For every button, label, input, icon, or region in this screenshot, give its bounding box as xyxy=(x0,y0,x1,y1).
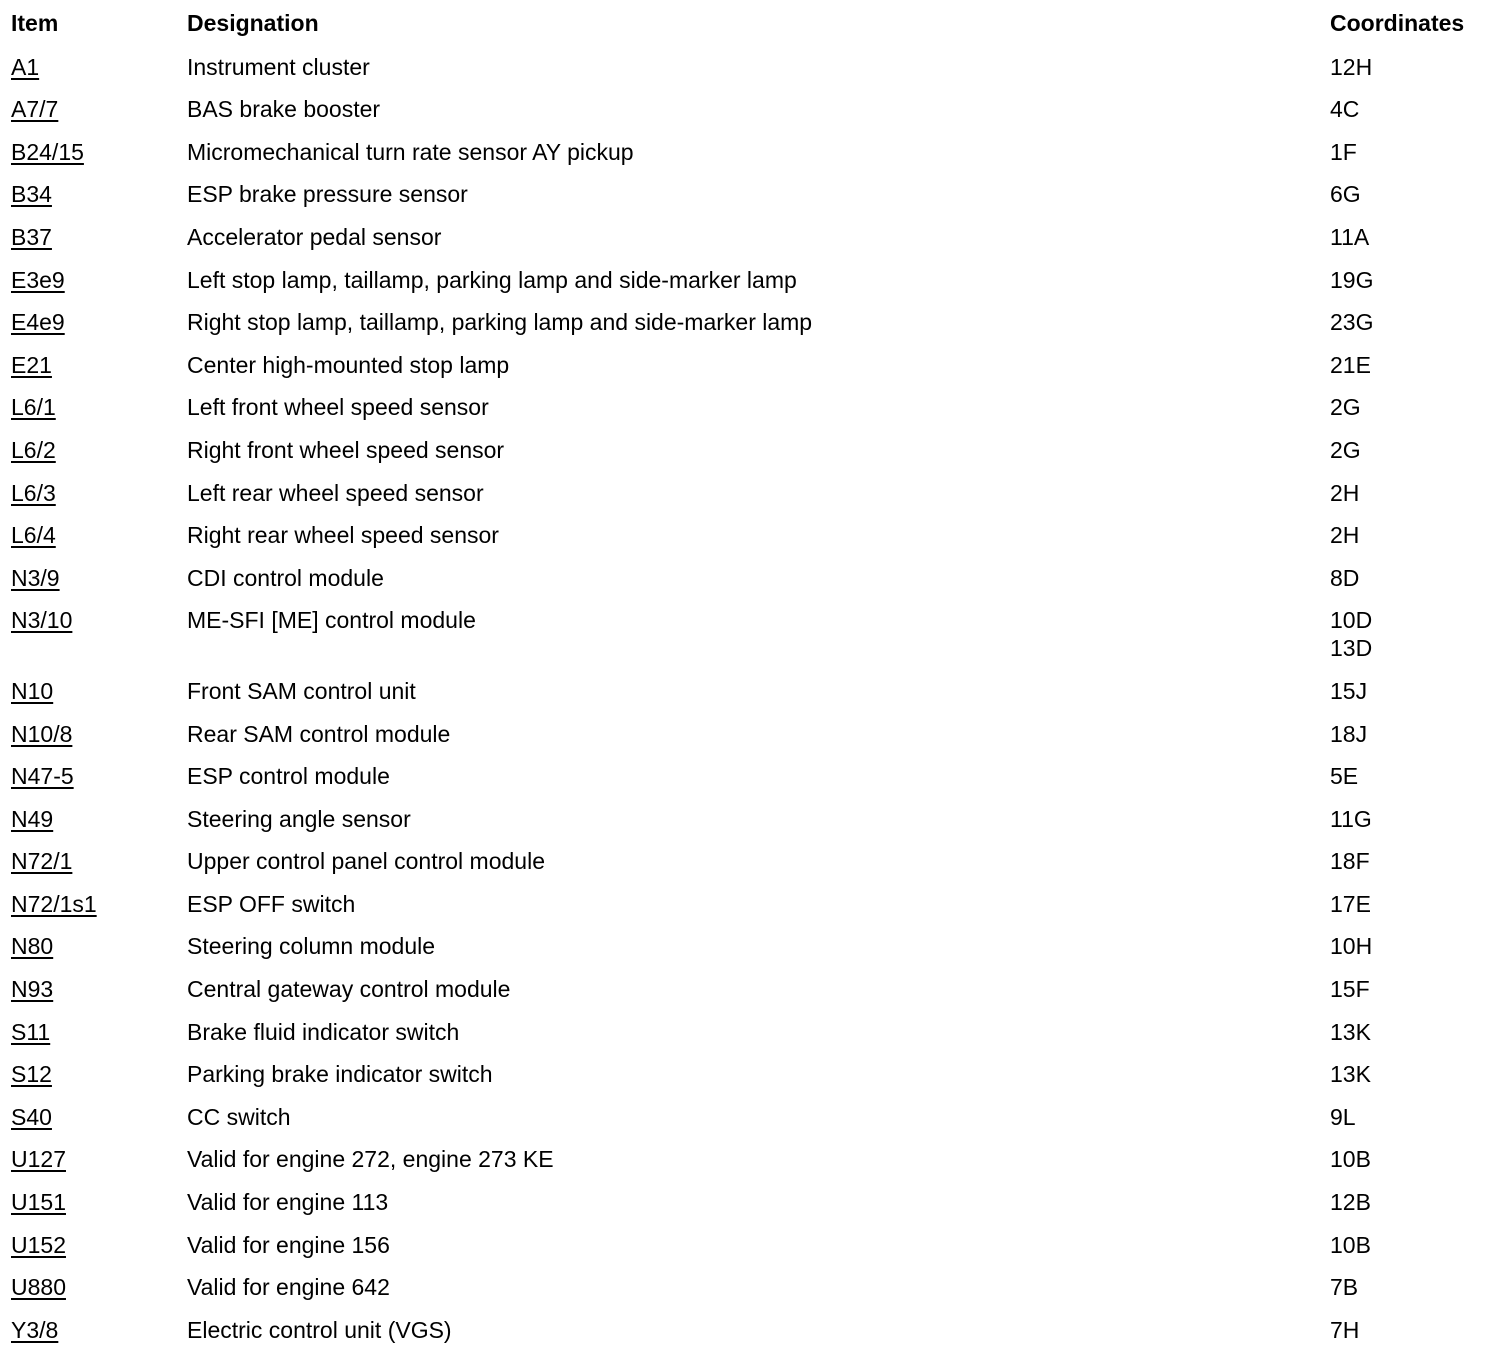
designation-text: Brake fluid indicator switch xyxy=(187,1018,460,1045)
coordinate-value: 10B xyxy=(1330,1146,1371,1173)
item-link[interactable]: S12 xyxy=(11,1061,52,1088)
item-link[interactable]: U151 xyxy=(11,1189,66,1216)
coordinate-value: 18J xyxy=(1330,720,1368,747)
item-link[interactable]: N72/1 xyxy=(11,848,73,875)
item-link[interactable]: U152 xyxy=(11,1231,66,1258)
coordinate-value: 10H xyxy=(1330,933,1373,960)
designation-text: Micromechanical turn rate sensor AY pickup xyxy=(187,138,634,165)
column-header-item: Item xyxy=(11,10,59,36)
table-row xyxy=(0,383,1504,426)
coordinate-value: 6G xyxy=(1330,181,1361,208)
coordinate-value: 9L xyxy=(1330,1103,1356,1130)
table-row xyxy=(0,1306,1504,1349)
item-link[interactable]: N3/9 xyxy=(11,564,60,591)
designation-text: Left front wheel speed sensor xyxy=(187,394,489,421)
item-link[interactable]: N80 xyxy=(11,933,54,960)
designation-text: ESP brake pressure sensor xyxy=(187,181,468,208)
coordinate-value: 18F xyxy=(1330,848,1370,875)
coordinate-value: 17E xyxy=(1330,890,1371,917)
item-link[interactable]: N3/10 xyxy=(11,607,73,634)
table-row xyxy=(0,43,1504,86)
item-link[interactable]: B24/15 xyxy=(11,138,84,165)
coordinates-cell xyxy=(1330,1316,1359,1344)
coordinate-value: 2G xyxy=(1330,394,1361,421)
item-link[interactable]: L6/1 xyxy=(11,394,56,421)
coordinates-cell xyxy=(1330,351,1371,379)
coordinates-cell xyxy=(1330,1103,1356,1131)
table-row xyxy=(0,1221,1504,1264)
coordinates-cell xyxy=(1330,521,1359,549)
column-header-designation: Designation xyxy=(187,10,319,36)
designation-text: ME-SFI [ME] control module xyxy=(187,607,476,634)
coordinates-cell xyxy=(1330,1273,1358,1301)
item-link[interactable]: B37 xyxy=(11,223,52,250)
designation-text: Front SAM control unit xyxy=(187,677,416,704)
table-row xyxy=(0,511,1504,554)
coordinates-cell xyxy=(1330,677,1367,705)
designation-text: Steering angle sensor xyxy=(187,805,411,832)
designation-text: Valid for engine 156 xyxy=(187,1231,390,1258)
designation-text: Central gateway control module xyxy=(187,976,511,1003)
designation-text: Parking brake indicator switch xyxy=(187,1061,493,1088)
coordinate-value: 2G xyxy=(1330,436,1361,463)
table-row xyxy=(0,795,1504,838)
coordinates-cell xyxy=(1330,1188,1371,1216)
coordinates-cell xyxy=(1330,266,1373,294)
item-link[interactable]: A7/7 xyxy=(11,96,59,123)
table-row xyxy=(0,922,1504,965)
coordinates-cell xyxy=(1330,436,1361,464)
designation-text: Valid for engine 642 xyxy=(187,1274,390,1301)
table-row xyxy=(0,667,1504,710)
table-row xyxy=(0,170,1504,213)
item-link[interactable]: E21 xyxy=(11,351,52,378)
item-link[interactable]: N93 xyxy=(11,976,54,1003)
item-link[interactable]: S40 xyxy=(11,1103,52,1130)
coordinates-cell xyxy=(1330,975,1370,1003)
coordinates-cell xyxy=(1330,762,1358,790)
column-header-coordinates: Coordinates xyxy=(1330,10,1465,36)
table-row xyxy=(0,1008,1504,1051)
designation-text: Valid for engine 272, engine 273 KE xyxy=(187,1146,554,1173)
coordinates-cell xyxy=(1330,932,1372,960)
item-link[interactable]: L6/3 xyxy=(11,479,56,506)
coordinates-cell xyxy=(1330,180,1361,208)
designation-text: Accelerator pedal sensor xyxy=(187,223,442,250)
coordinate-value: 13K xyxy=(1330,1018,1371,1045)
designation-text: BAS brake booster xyxy=(187,96,381,123)
designation-text: Steering column module xyxy=(187,933,436,960)
item-link[interactable]: Y3/8 xyxy=(11,1316,59,1343)
table-row xyxy=(0,298,1504,341)
table-row xyxy=(0,554,1504,597)
coordinates-cell xyxy=(1330,890,1371,918)
designation-text: ESP OFF switch xyxy=(187,890,356,917)
table-row xyxy=(0,1135,1504,1178)
coordinate-value: 19G xyxy=(1330,266,1374,293)
item-link[interactable]: B34 xyxy=(11,181,52,208)
coordinate-value: 23G xyxy=(1330,309,1374,336)
coordinates-cell xyxy=(1330,95,1359,123)
coordinates-cell xyxy=(1330,393,1361,421)
designation-text: Left rear wheel speed sensor xyxy=(187,479,484,506)
designation-text: ESP control module xyxy=(187,763,390,790)
table-row xyxy=(0,837,1504,880)
coordinates-cell xyxy=(1330,479,1359,507)
table-row xyxy=(0,256,1504,299)
item-link[interactable]: E3e9 xyxy=(11,266,65,293)
table-row xyxy=(0,965,1504,1008)
coordinate-value: 5E xyxy=(1330,763,1359,790)
designation-text: Rear SAM control module xyxy=(187,720,451,747)
coordinates-cell xyxy=(1330,564,1359,592)
item-link[interactable]: N49 xyxy=(11,805,54,832)
item-link[interactable]: N72/1s1 xyxy=(11,890,97,917)
table-row xyxy=(0,1050,1504,1093)
table-row xyxy=(0,752,1504,795)
coordinate-value: 13D xyxy=(1330,635,1373,662)
item-link[interactable]: U880 xyxy=(11,1274,66,1301)
item-link[interactable]: L6/4 xyxy=(11,522,56,549)
item-link[interactable]: N10 xyxy=(11,677,54,704)
coordinate-value: 12H xyxy=(1330,53,1373,80)
table-row xyxy=(0,1263,1504,1306)
item-link[interactable]: U127 xyxy=(11,1146,66,1173)
designation-text: Left stop lamp, taillamp, parking lamp and side-marker lamp xyxy=(187,266,797,293)
item-link[interactable]: N47-5 xyxy=(11,763,74,790)
coordinate-value: 15F xyxy=(1330,976,1370,1003)
coordinates-cell xyxy=(1330,847,1370,875)
coordinates-cell xyxy=(1330,138,1357,166)
coordinate-value: 10B xyxy=(1330,1231,1371,1258)
coordinate-value: 15J xyxy=(1330,677,1368,704)
coordinate-value: 7H xyxy=(1330,1316,1360,1343)
table-row xyxy=(0,341,1504,384)
designation-text: Right rear wheel speed sensor xyxy=(187,522,499,549)
coordinate-value: 10D xyxy=(1330,607,1373,634)
coordinate-value: 11A xyxy=(1330,223,1370,250)
table-row xyxy=(0,596,1504,667)
coordinates-cell xyxy=(1330,308,1373,336)
coordinates-cell xyxy=(1330,805,1372,833)
coordinate-value: 11G xyxy=(1330,805,1372,832)
designation-text: Electric control unit (VGS) xyxy=(187,1316,452,1343)
coordinates-cell xyxy=(1330,223,1369,251)
coordinate-value: 1F xyxy=(1330,138,1357,165)
designation-text: CC switch xyxy=(187,1103,291,1130)
designation-text: Right stop lamp, taillamp, parking lamp and side-marker lamp xyxy=(187,309,813,336)
item-link[interactable]: A1 xyxy=(11,53,40,80)
coordinate-value: 2H xyxy=(1330,479,1360,506)
table-row xyxy=(0,213,1504,256)
item-link[interactable]: E4e9 xyxy=(11,309,65,336)
table-row xyxy=(0,85,1504,128)
item-link[interactable]: N10/8 xyxy=(11,720,73,747)
coordinate-value: 4C xyxy=(1330,96,1360,123)
coordinates-cell xyxy=(1330,1060,1371,1088)
coordinate-value: 2H xyxy=(1330,522,1360,549)
coordinates-cell xyxy=(1330,606,1372,662)
coordinates-cell xyxy=(1330,1231,1371,1259)
table-row xyxy=(0,1093,1504,1136)
designation-text: Instrument cluster xyxy=(187,53,370,80)
coordinate-value: 13K xyxy=(1330,1061,1371,1088)
coordinates-cell xyxy=(1330,1145,1371,1173)
coordinates-cell xyxy=(1330,720,1367,748)
table-row xyxy=(0,128,1504,171)
table-row xyxy=(0,426,1504,469)
table-row xyxy=(0,1178,1504,1221)
coordinate-value: 8D xyxy=(1330,564,1360,591)
designation-text: CDI control module xyxy=(187,564,384,591)
coordinate-value: 21E xyxy=(1330,351,1371,378)
item-link[interactable]: S11 xyxy=(11,1018,51,1045)
designation-text: Center high-mounted stop lamp xyxy=(187,351,510,378)
coordinates-cell xyxy=(1330,1018,1371,1046)
table-row xyxy=(0,469,1504,512)
item-link[interactable]: L6/2 xyxy=(11,436,56,463)
table-body xyxy=(0,43,1504,1349)
table-row xyxy=(0,880,1504,923)
designation-text: Upper control panel control module xyxy=(187,848,545,875)
coordinates-cell xyxy=(1330,53,1372,81)
table-header-row xyxy=(0,0,1504,43)
designation-text: Valid for engine 113 xyxy=(187,1189,389,1216)
coordinate-value: 12B xyxy=(1330,1189,1371,1216)
table-row xyxy=(0,710,1504,753)
designation-text: Right front wheel speed sensor xyxy=(187,436,505,463)
coordinate-value: 7B xyxy=(1330,1274,1359,1301)
